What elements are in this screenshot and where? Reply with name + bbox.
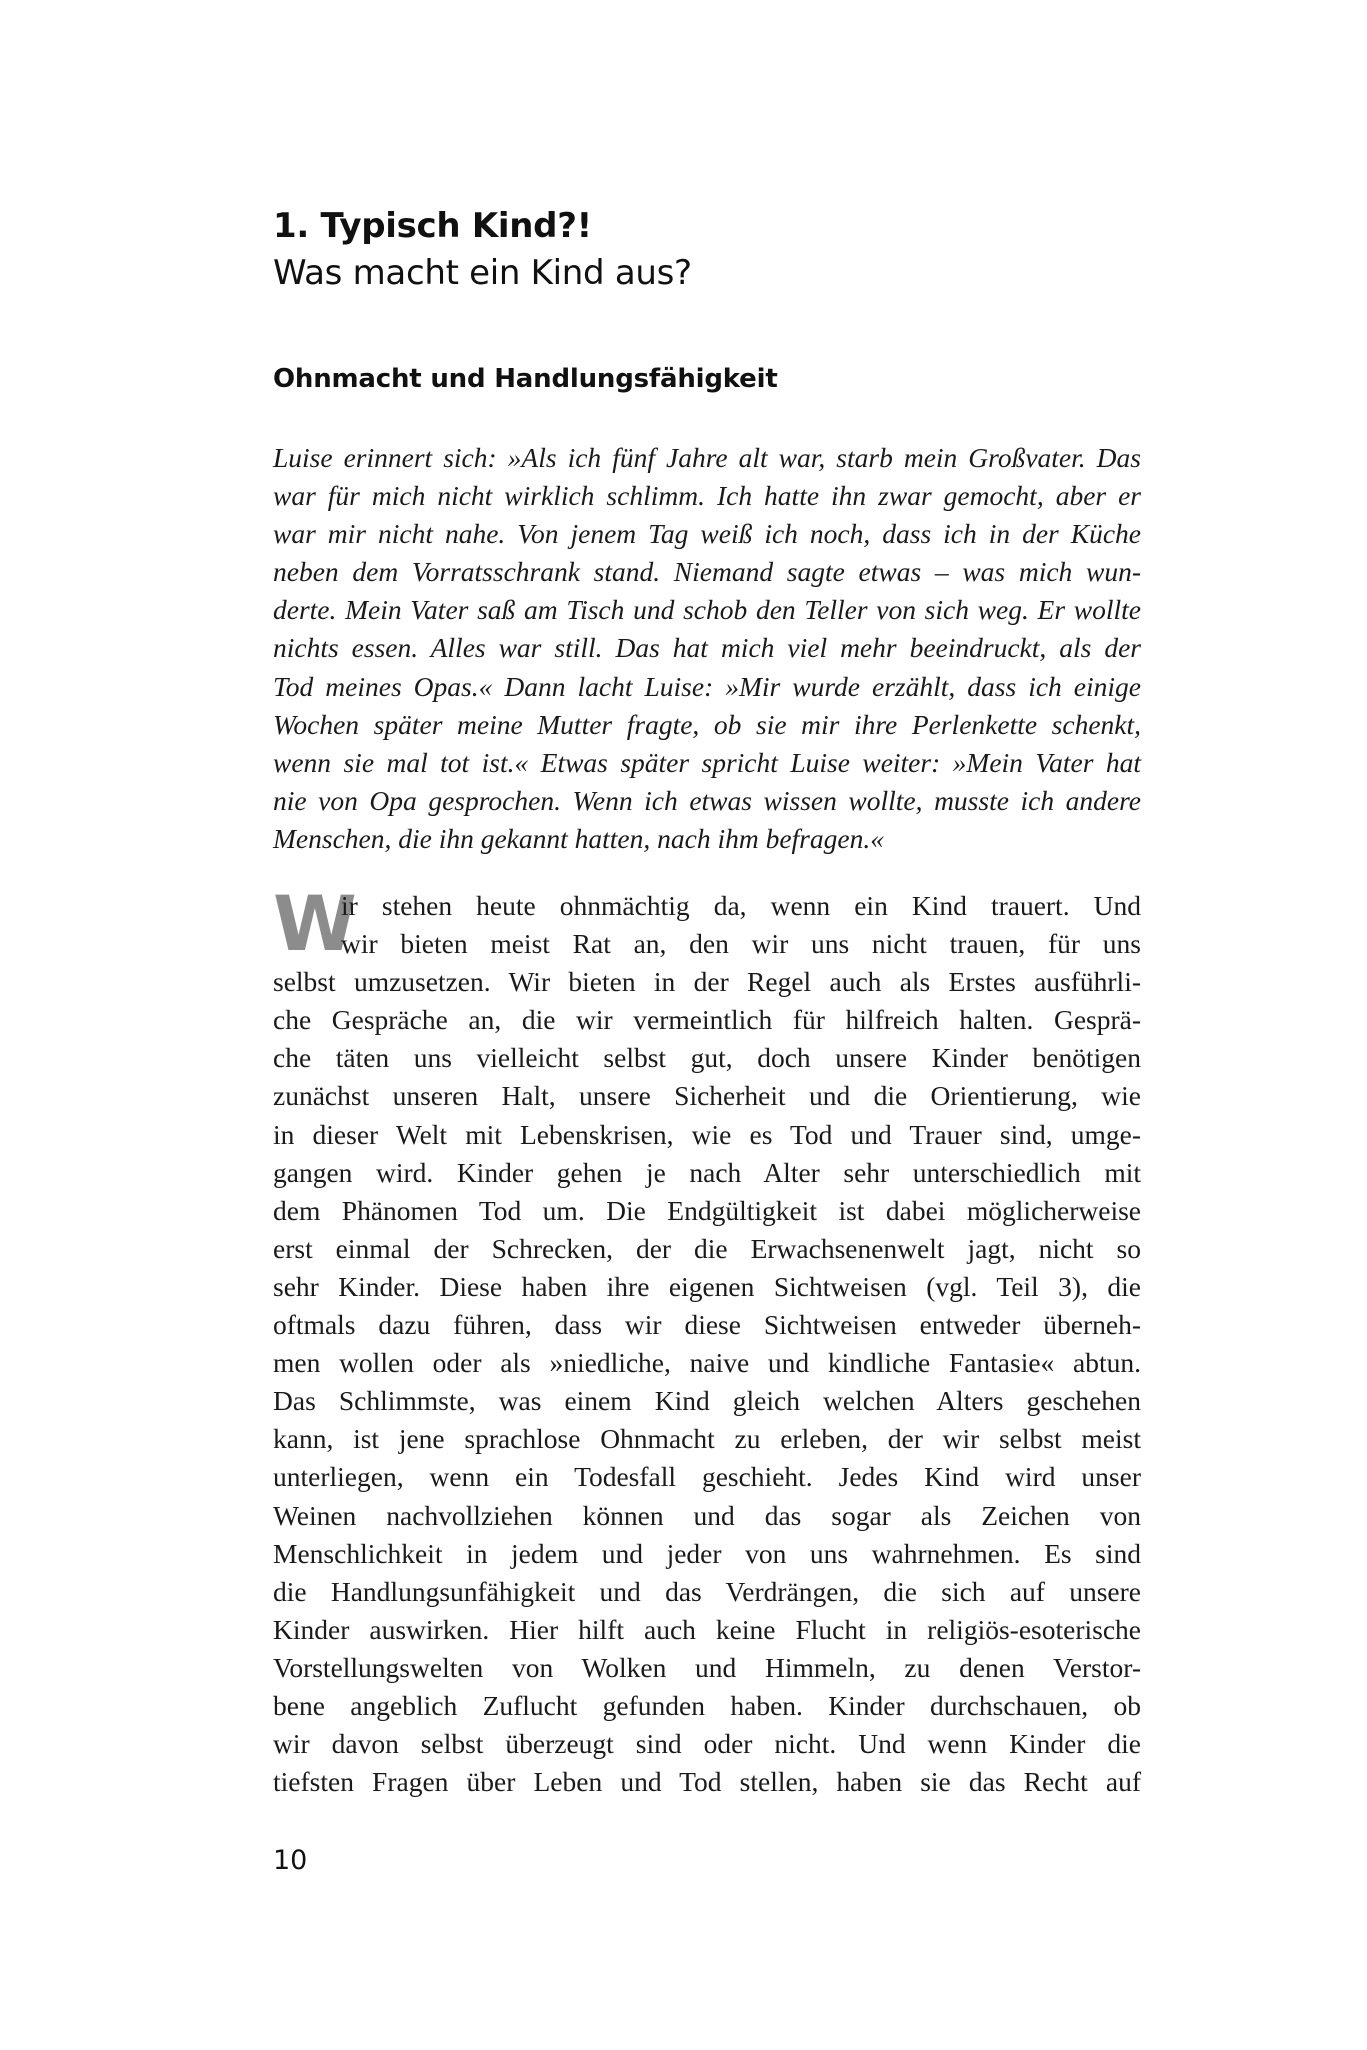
body-line: die Handlungsunfähigkeit und das Verdrängen, die sich auf unsere	[273, 1575, 1141, 1607]
chapter-title: 1. Typisch Kind?!	[273, 206, 592, 246]
body-line: bene angeblich Zuflucht gefunden haben. Kinder durchschauen, ob	[273, 1689, 1141, 1721]
body-line: men wollen oder als »niedliche, naive und kindliche Fantasie« abtun.	[273, 1347, 1141, 1379]
body-line: ir stehen heute ohnmächtig da, wenn ein Kind trauert. Und	[341, 890, 1141, 921]
body-line: sehr Kinder. Diese haben ihre eigenen Sichtweisen (vgl. Teil 3), die	[273, 1270, 1141, 1302]
quote-line: derte. Mein Vater saß am Tisch und schob den Teller von sich weg. Er wollte	[273, 594, 1141, 626]
quote-line: neben dem Vorratsschrank stand. Niemand sagte etwas – was mich wun-	[273, 556, 1141, 588]
quote-line: nie von Opa gesprochen. Wenn ich etwas wissen wollte, musste ich andere	[273, 784, 1141, 816]
body-line: Weinen nachvollziehen können und das sogar als Zeichen von	[273, 1499, 1141, 1531]
body-line: kann, ist jene sprachlose Ohnmacht zu erleben, der wir selbst meist	[273, 1423, 1141, 1455]
body-line: erst einmal der Schrecken, der die Erwachsenenwelt jagt, nicht so	[273, 1232, 1141, 1264]
body-line: gangen wird. Kinder gehen je nach Alter sehr unterschiedlich mit	[273, 1156, 1141, 1188]
body-line: che täten uns vielleicht selbst gut, doch unsere Kinder benötigen	[273, 1042, 1141, 1074]
body-line: zunächst unseren Halt, unsere Sicherheit und die Orientierung, wie	[273, 1080, 1141, 1112]
body-paragraph	[273, 879, 1141, 1801]
page-number: 10	[273, 1845, 308, 1876]
body-line: wir bieten meist Rat an, den wir uns nicht trauen, für uns	[341, 928, 1141, 960]
quote-line: Luise erinnert sich: »Als ich fünf Jahre alt war, starb mein Großvater. Das	[273, 442, 1141, 473]
body-line: che Gespräche an, die wir vermeintlich für hilfreich halten. Gesprä-	[273, 1004, 1141, 1036]
body-line: Kinder auswirken. Hier hilft auch keine Flucht in religiös-esoterische	[273, 1613, 1141, 1645]
drop-cap-initial: W	[273, 879, 355, 968]
body-line: wir davon selbst überzeugt sind oder nicht. Und wenn Kinder die	[273, 1728, 1141, 1760]
quote-line: Wochen später meine Mutter fragte, ob sie mir ihre Perlenkette schenkt,	[273, 708, 1141, 740]
section-heading: Ohnmacht und Handlungsfähigkeit	[273, 364, 778, 394]
quote-line: Menschen, die ihn gekannt hatten, nach ihm befragen.«	[273, 822, 884, 854]
quote-line: wenn sie mal tot ist.« Etwas später spricht Luise weiter: »Mein Vater hat	[273, 746, 1141, 778]
chapter-subtitle: Was macht ein Kind aus?	[273, 253, 692, 293]
quote-line: war mir nicht nahe. Von jenem Tag weiß ich noch, dass ich in der Küche	[273, 518, 1141, 550]
body-line: tiefsten Fragen über Leben und Tod stellen, haben sie das Recht auf	[273, 1766, 1141, 1798]
body-line: dem Phänomen Tod um. Die Endgültigkeit ist dabei möglicherweise	[273, 1194, 1141, 1226]
body-line: selbst umzusetzen. Wir bieten in der Regel auch als Erstes ausführli-	[273, 966, 1141, 998]
quote-line: nichts essen. Alles war still. Das hat mich viel mehr beeindruckt, als der	[273, 632, 1141, 664]
body-line: unterliegen, wenn ein Todesfall geschieht. Jedes Kind wird unser	[273, 1461, 1141, 1493]
body-line: in dieser Welt mit Lebenskrisen, wie es Tod und Trauer sind, umge-	[273, 1118, 1141, 1150]
body-line: Das Schlimmste, was einem Kind gleich welchen Alters geschehen	[273, 1385, 1141, 1417]
body-line: Menschlichkeit in jedem und jeder von uns wahrnehmen. Es sind	[273, 1537, 1141, 1569]
quote-line: Tod meines Opas.« Dann lacht Luise: »Mir wurde erzählt, dass ich einige	[273, 670, 1141, 702]
body-line: oftmals dazu führen, dass wir diese Sichtweisen entweder überneh-	[273, 1309, 1141, 1341]
body-line: Vorstellungswelten von Wolken und Himmeln, zu denen Verstor-	[273, 1651, 1141, 1683]
quote-block	[273, 439, 1141, 858]
quote-line: war für mich nicht wirklich schlimm. Ich hatte ihn zwar gemocht, aber er	[273, 480, 1141, 512]
